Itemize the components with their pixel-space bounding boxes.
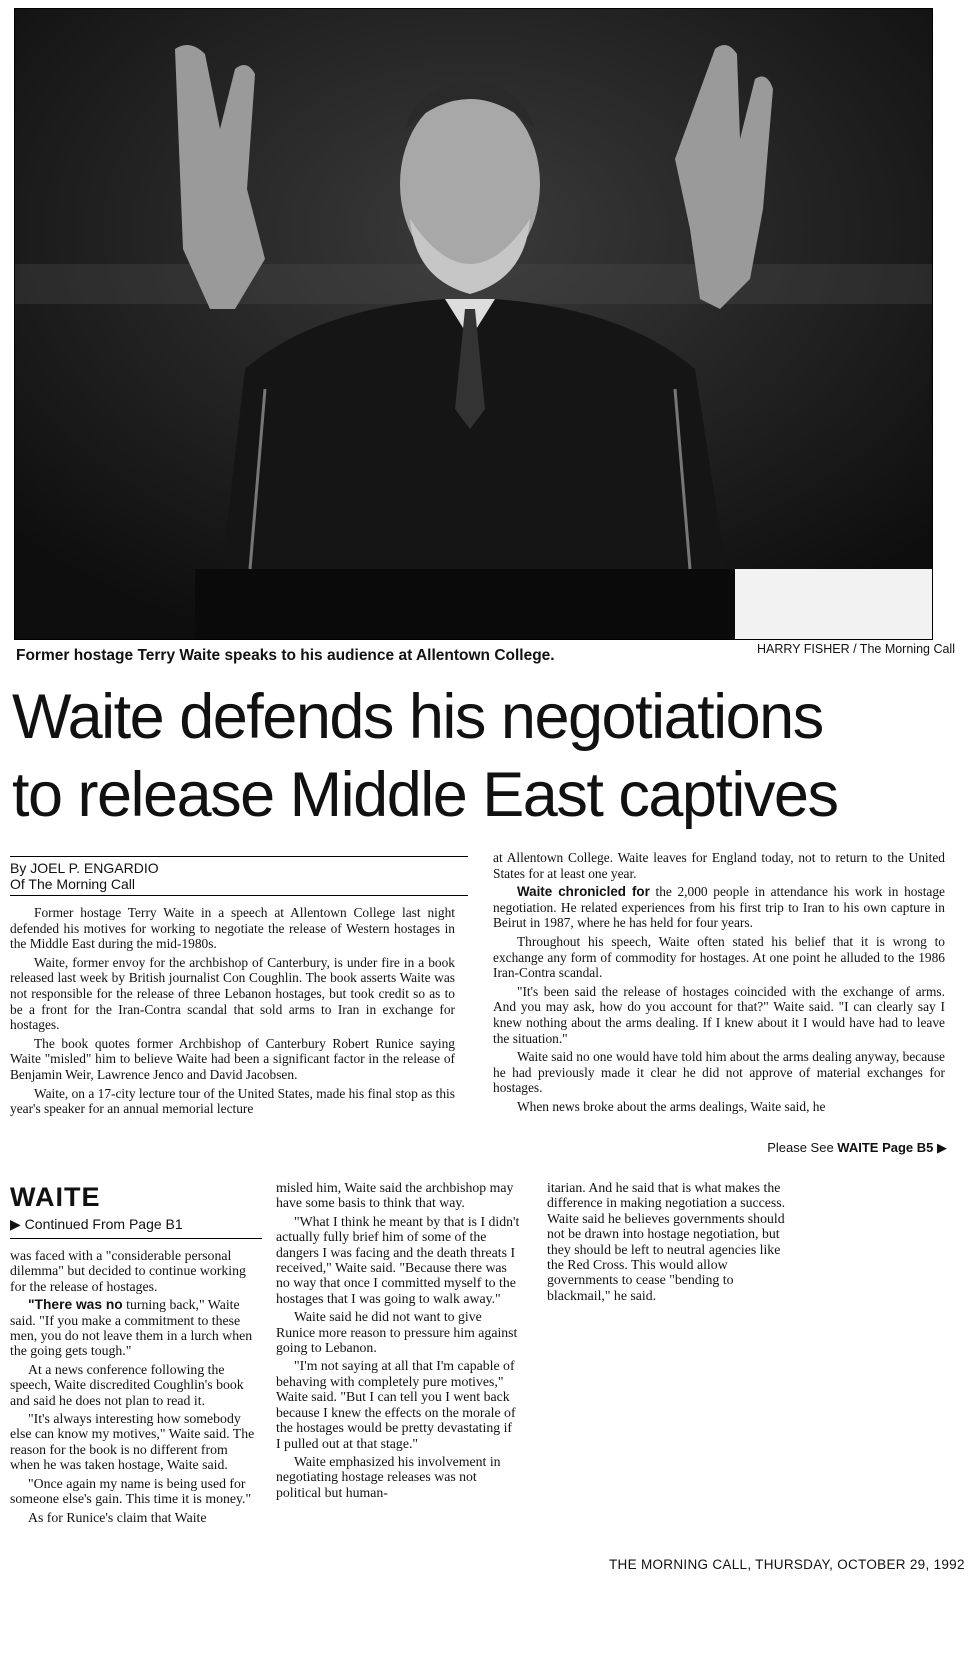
article-paragraph: Waite, on a 17-city lecture tour of the United States, made his final stop as this year's speaker for an annual memorial lecture	[10, 1085, 455, 1117]
lead-in-bold: Waite chronicled for	[517, 884, 650, 900]
article-paragraph: At a news conference following the speech, Waite discredited Coughlin's book and said he does not plan to read it.	[10, 1361, 244, 1408]
article-paragraph: misled him, Waite said the archbishop may have some basis to think that way.	[276, 1180, 514, 1211]
news-photo	[14, 8, 933, 640]
continuation-title: WAITE	[10, 1182, 101, 1212]
continuation-column-3	[547, 1180, 791, 1306]
article-paragraph: "I'm not saying at all that I'm capable of behaving with completely pure motives," Waite said. "But I can tell you I went back because I knew the effects on the morale of the hostages would be pretty devastating if I pulled out at that stage."	[276, 1358, 516, 1451]
article-paragraph: Waite said no one would have told him about the arms dealing anyway, because he had previously made it clear he did not approve of material exchanges for hostages.	[493, 1049, 945, 1096]
article-column-left	[10, 905, 455, 1120]
article-paragraph: itarian. And he said that is what makes the difference in making negotiation a success. Waite said he believes governments should not be drawn into hostage negotiation, but they should be left to neutral agencies like the Red Cross. This would allow governments to cease "bending to blackmail," he said.	[547, 1180, 786, 1303]
article-column-right	[493, 850, 945, 1118]
byline-author: By JOEL P. ENGARDIO	[10, 860, 159, 876]
jump-prefix: Please See	[767, 1140, 838, 1155]
photo-credit: HARRY FISHER / The Morning Call	[757, 642, 955, 656]
article-paragraph: "What I think he meant by that is I didn't actually fully brief him of some of the dangers I was facing and the death threats I received," Waite said. "Because there was no way that once I committed myself to the hostages that I was going to walk away."	[276, 1213, 520, 1306]
lead-in-rest: turning back," Waite said. "If you make a commitment to these men, you do not leave them in a lurch when the going gets tough."	[10, 1297, 253, 1359]
lead-in-rest: the 2,000 people in attendance his work in hostage negotiation. He related experiences from his first trip to Iran to his own capture in Beirut in 1987, where he has held for four years.	[493, 884, 945, 931]
continuation-column-2	[276, 1180, 520, 1503]
byline-outlet: Of The Morning Call	[10, 876, 136, 892]
article-paragraph: at Allentown College. Waite leaves for England today, not to return to the United States for at least one year.	[493, 850, 945, 881]
article-paragraph: The book quotes former Archbishop of Canterbury Robert Runice saying Waite "misled" him to believe Waite had been a significant factor in the release of Benjamin Weir, Lawrence Jenco and David Jacobsen.	[10, 1035, 455, 1082]
article-paragraph: "It's always interesting how somebody else can know my motives," Waite said. The reason for the book is no different from when he was taken hostage, Waite said.	[10, 1411, 255, 1473]
jump-target: WAITE Page B5	[837, 1140, 934, 1155]
byline-bottom-rule	[10, 895, 468, 896]
article-paragraph: Former hostage Terry Waite in a speech at Allentown College last night defended his motives for working to negotiate the release of Western hostages in the Middle East during the mid-1980s.	[10, 905, 455, 952]
photo-caption: Former hostage Terry Waite speaks to his audience at Allentown College.	[16, 647, 555, 664]
headline	[12, 678, 962, 834]
jump-arrow-icon: ▶	[937, 1140, 947, 1155]
article-paragraph: "It's been said the release of hostages coincided with the exchange of arms. And you may ask, how do you account for that?" Waite said. "I can clearly say I knew nothing about the arms dealing. If I knew about it I would have had to leave the situation."	[493, 983, 945, 1046]
continued-from-label: Continued From Page B1	[24, 1216, 183, 1232]
article-paragraph: "Once again my name is being used for someone else's gain. This time it is money."	[10, 1475, 252, 1507]
byline	[10, 860, 159, 892]
continued-rule	[10, 1238, 262, 1239]
footer-dateline: THE MORNING CALL, THURSDAY, OCTOBER 29, 1992	[609, 1557, 965, 1572]
article-paragraph: As for Runice's claim that Waite	[28, 1509, 207, 1525]
headline-line-2: to release Middle East captives	[12, 760, 838, 830]
article-paragraph: When news broke about the arms dealings, Waite said, he	[517, 1098, 826, 1114]
continued-arrow-icon: ▶	[10, 1216, 21, 1232]
headline-line-1: Waite defends his negotiations	[12, 682, 823, 752]
article-paragraph: Waite emphasized his involvement in negotiating hostage releases was not political but human-	[276, 1453, 501, 1500]
article-paragraph-lead	[493, 884, 945, 931]
continued-from	[10, 1216, 183, 1233]
article-paragraph-lead	[10, 1297, 258, 1359]
continuation-column-1	[10, 1248, 258, 1528]
jump-line	[767, 1140, 947, 1156]
article-paragraph: Throughout his speech, Waite often stated his belief that it is wrong to exchange any form of commodity for hostages. At one point he alluded to the 1986 Iran-Contra scandal.	[493, 933, 945, 981]
lead-in-bold: "There was no	[28, 1297, 123, 1313]
byline-top-rule	[10, 856, 468, 857]
article-paragraph: Waite said he did not want to give Runice more reason to pressure him against going to Lebanon.	[276, 1309, 518, 1356]
speaker-photo-illustration	[15, 9, 932, 639]
article-paragraph: Waite, former envoy for the archbishop of Canterbury, is under fire in a book released last week by British journalist Con Coughlin. The book asserts Waite was not responsible for the release of three Lebanon hostages, but took credit so as to be a front for the Iran-Contra scandal that sold arms to Iran in exchange for hostages.	[10, 954, 455, 1033]
article-paragraph: was faced with a "considerable personal dilemma" but decided to continue working for the release of hostages.	[10, 1248, 246, 1294]
